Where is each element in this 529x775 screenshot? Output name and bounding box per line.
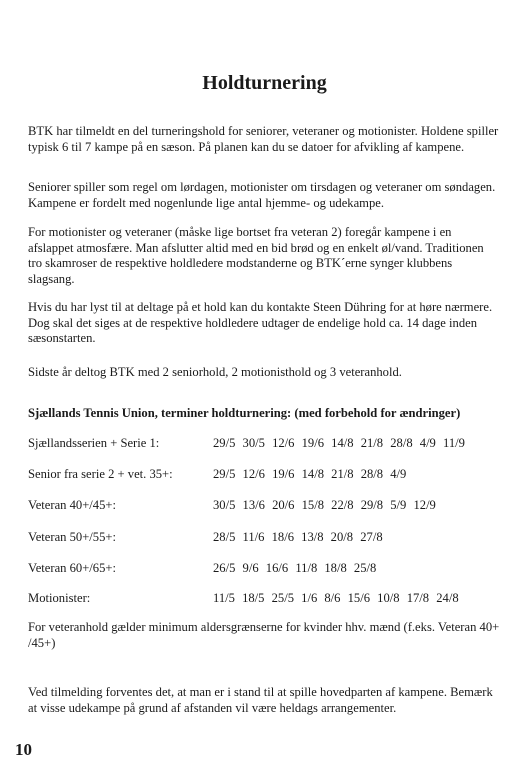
schedule-row-label: Senior fra serie 2 + vet. 35+: (28, 467, 173, 481)
paragraph-text: For veteranhold gælder minimum aldersgrænserne for kvinder hhv. mænd (f.eks. Veteran 40+ /45+) (28, 620, 500, 650)
age-limit-note (28, 620, 500, 651)
paragraph-atmosphere (28, 225, 500, 287)
paragraph-text: Sidste år deltog BTK med 2 seniorhold, 2 motionisthold og 3 veteranhold. (28, 365, 402, 379)
schedule-row-dates: 28/5 11/6 18/6 13/8 20/8 27/8 (213, 530, 383, 544)
schedule-title: Sjællands Tennis Union, terminer holdturnering: (med forbehold for ændringer) (28, 406, 461, 420)
schedule-row-label: Veteran 50+/55+: (28, 530, 116, 544)
paragraph-text: Seniorer spiller som regel om lørdagen, motionister om tirsdagen og veteraner om søndagen. Kampene er fordelt med nogenlunde lige antal hjemme- og udekampe. (28, 180, 496, 210)
schedule-row-label: Sjællandsserien + Serie 1: (28, 436, 160, 450)
paragraph-playdays (28, 180, 500, 211)
schedule-row-dates: 26/5 9/6 16/6 11/8 18/8 25/8 (213, 561, 377, 575)
schedule-row-label: Veteran 40+/45+: (28, 498, 116, 512)
paragraph-text: Ved tilmelding forventes det, at man er i stand til at spille hovedparten af kampene. Bemærk at visse udekampe på grund af afstanden vil være heldags arrangementer. (28, 685, 493, 715)
schedule-row-dates: 29/5 12/6 19/6 14/8 21/8 28/8 4/9 (213, 467, 407, 481)
paragraph-intro (28, 124, 500, 155)
schedule-row-dates: 11/5 18/5 25/5 1/6 8/6 15/6 10/8 17/8 24/8 (213, 591, 459, 605)
paragraph-text: For motionister og veteraner (måske lige bortset fra veteran 2) foregår kampene i en afslappet atmosfære. Man afslutter altid med en bid brød og en enkelt øl/vand. Traditionen tro skamroser de respektive holdledere modstanderne og BTK´erne synger klubbens slagsang. (28, 225, 484, 286)
paragraph-text: Hvis du har lyst til at deltage på et hold kan du kontakte Steen Dühring for at høre nærmere. Dog skal det siges at de respektive holdledere udtager de endelige hold ca. 14 dage inden sæsonstarten. (28, 300, 493, 345)
schedule-row-label: Veteran 60+/65+: (28, 561, 116, 575)
page-number: 10 (15, 740, 32, 759)
closing-paragraph (28, 685, 500, 716)
schedule-row-label: Motionister: (28, 591, 91, 605)
page-title: Holdturnering (202, 72, 327, 94)
schedule-row-dates: 29/5 30/5 12/6 19/6 14/8 21/8 28/8 4/9 11/9 (213, 436, 465, 450)
paragraph-contact (28, 300, 500, 347)
schedule-row-dates: 30/5 13/6 20/6 15/8 22/8 29/8 5/9 12/9 (213, 498, 436, 512)
paragraph-text: BTK har tilmeldt en del turneringshold for seniorer, veteraner og motionister. Holdene spiller typisk 6 til 7 kampe på en sæson. På planen kan du se datoer for afvikling af kampene. (28, 124, 499, 154)
paragraph-last-year (28, 365, 500, 381)
